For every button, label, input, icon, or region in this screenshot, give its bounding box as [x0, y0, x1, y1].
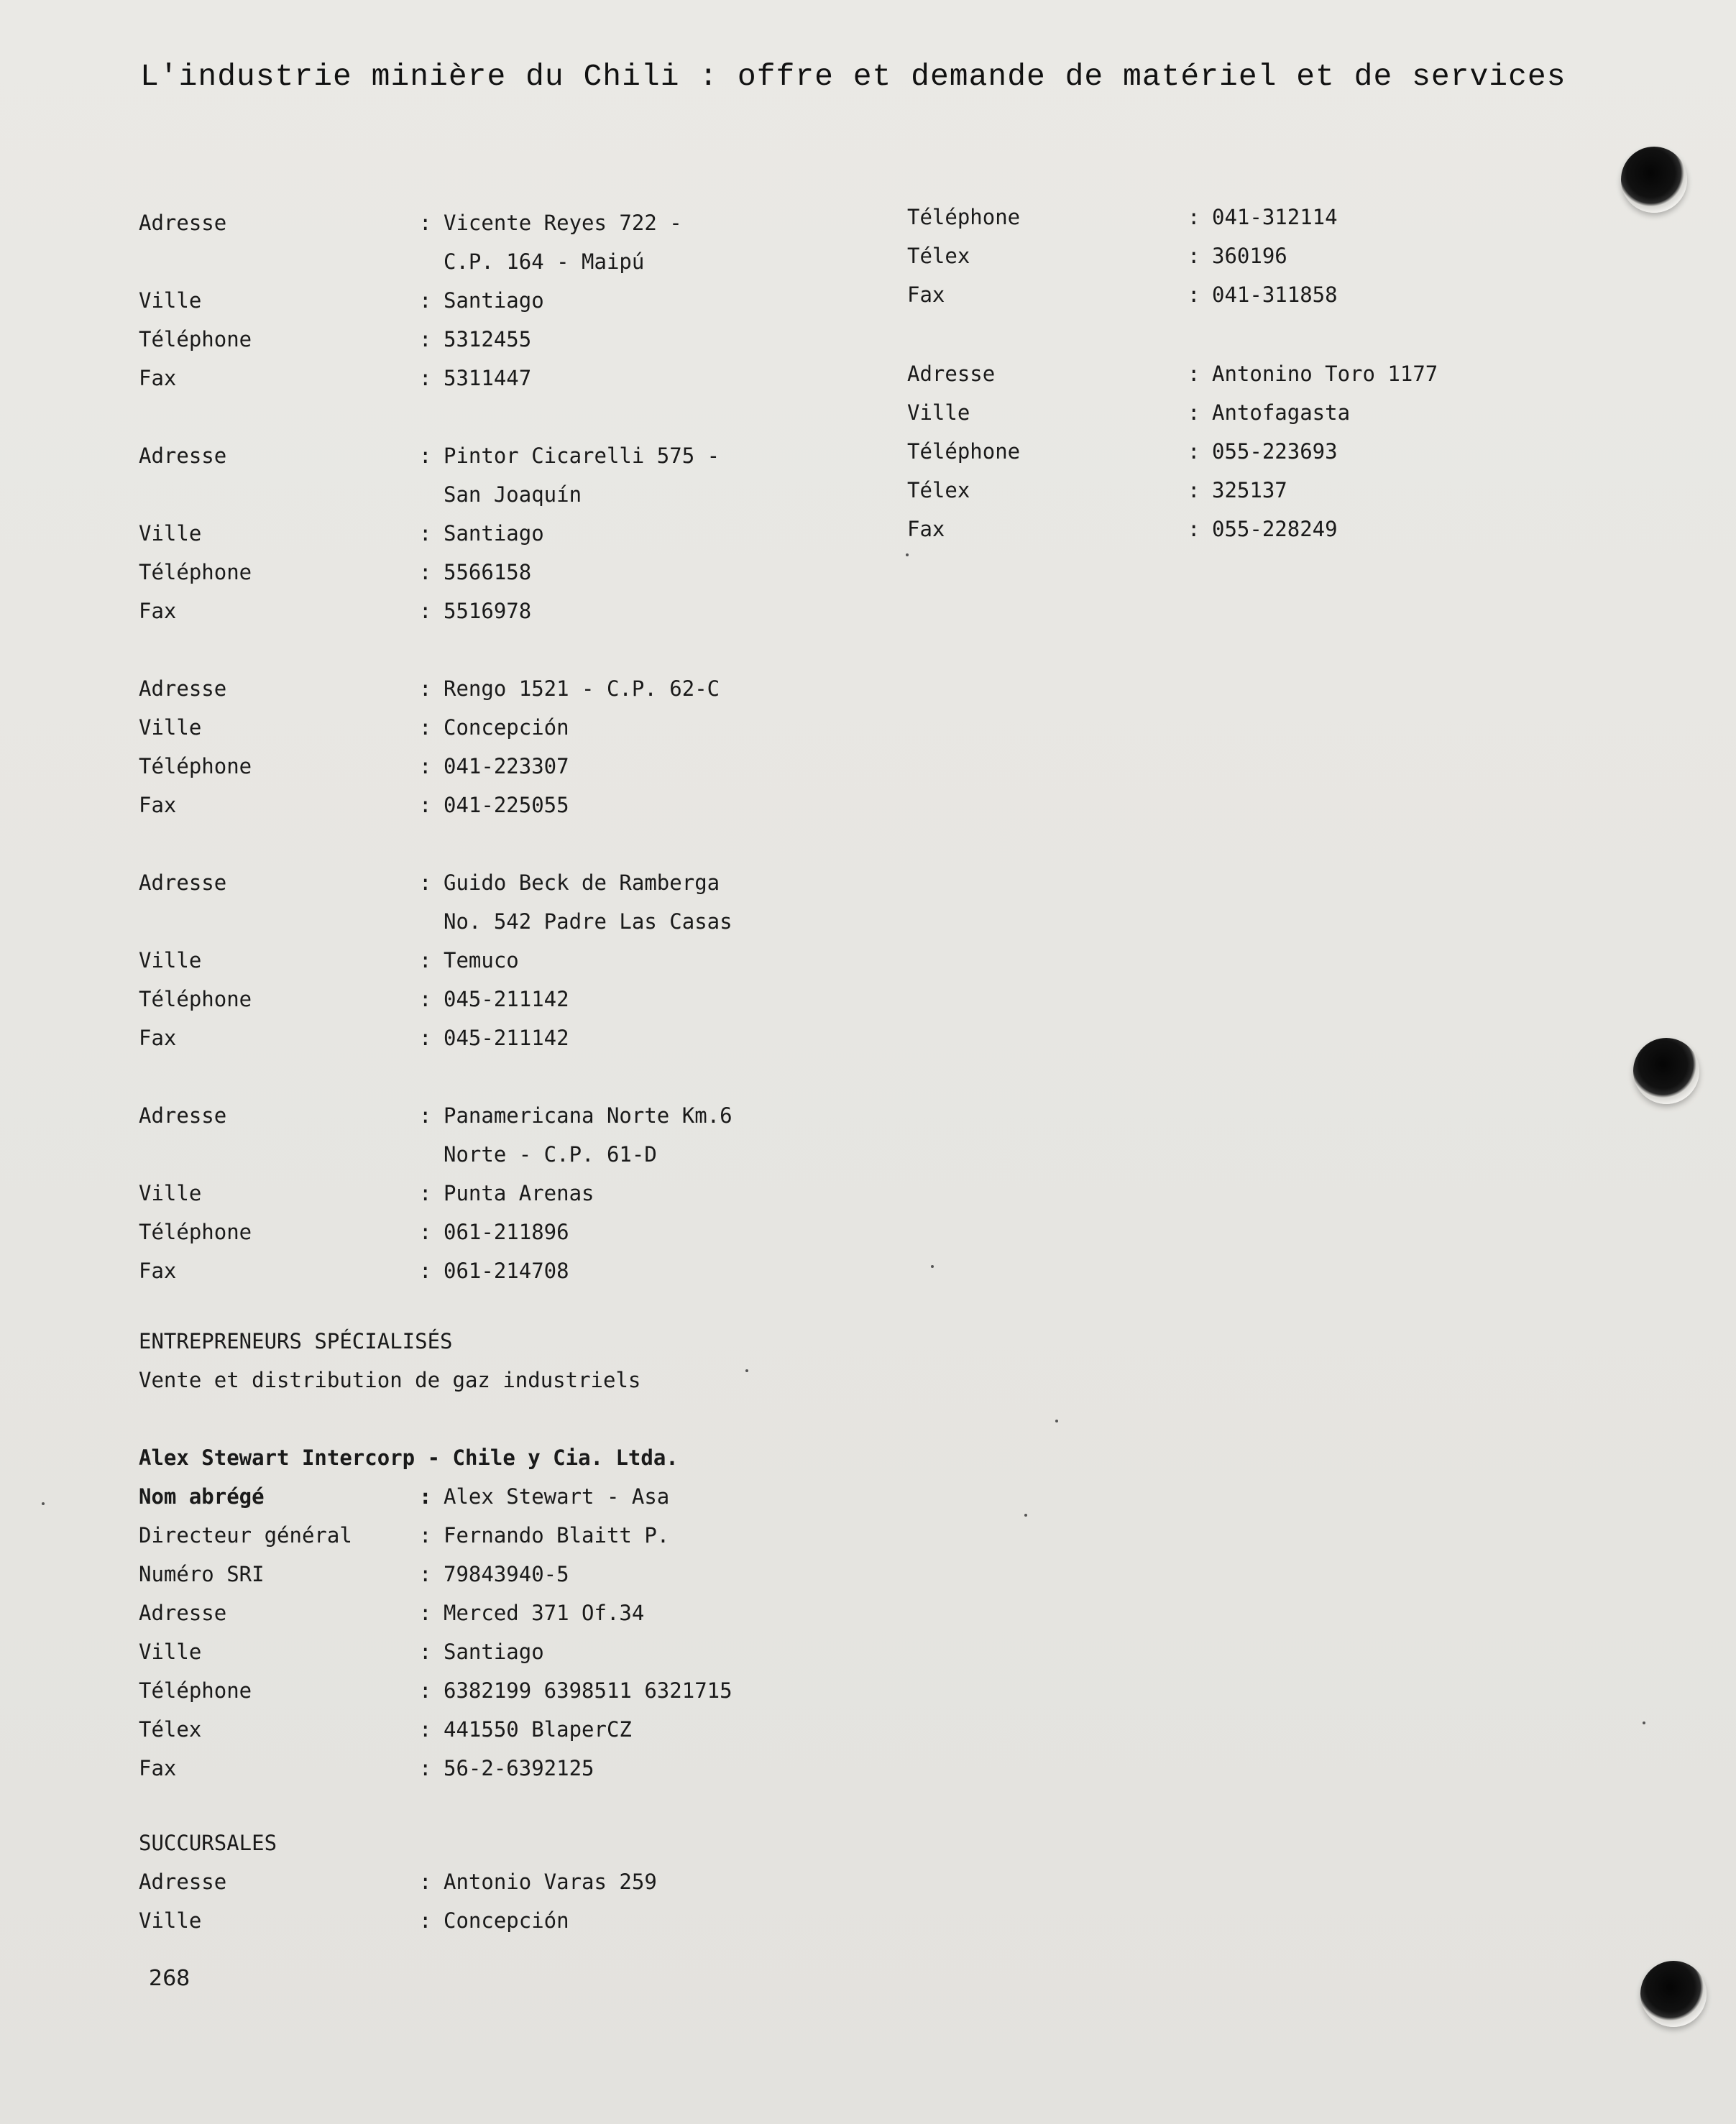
entry-label: Téléphone — [907, 205, 1021, 229]
entry-label: Fax — [139, 1026, 177, 1050]
entry-value: Antonino Toro 1177 — [1212, 362, 1438, 386]
separator: : — [419, 1756, 432, 1780]
separator: : — [419, 987, 432, 1011]
company-name: Alex Stewart Intercorp - Chile y Cia. Ltda. — [139, 1445, 679, 1470]
entry-value: C.P. 164 - Maipú — [444, 249, 645, 274]
entry-row — [907, 275, 1554, 314]
entry-value: 061-211896 — [444, 1220, 569, 1244]
entry-row — [139, 708, 786, 747]
entry-row — [907, 354, 1554, 393]
entry-row — [139, 514, 786, 553]
address-block — [139, 669, 786, 824]
address-block — [139, 203, 786, 397]
entry-label — [139, 902, 419, 941]
separator: : — [419, 1484, 432, 1509]
entry-label: Fax — [907, 282, 945, 307]
separator: : — [1188, 282, 1200, 307]
dust-speck — [1024, 1514, 1027, 1517]
entry-value: 360196 — [1212, 244, 1287, 268]
address-block — [139, 863, 786, 1057]
entry-value: 56-2-6392125 — [444, 1756, 594, 1780]
entry-label: Téléphone — [139, 327, 252, 351]
entry-row — [139, 1632, 786, 1671]
entry-row — [139, 1096, 786, 1135]
separator: : — [419, 1870, 432, 1894]
branches-heading: SUCCURSALES — [139, 1831, 277, 1855]
entry-row — [139, 902, 786, 941]
entry-value: 045-211142 — [444, 987, 569, 1011]
entry-value: 325137 — [1212, 478, 1287, 502]
entry-value: 041-223307 — [444, 754, 569, 778]
entry-value: 055-223693 — [1212, 439, 1338, 464]
separator: : — [419, 1562, 432, 1586]
separator: : — [419, 870, 432, 895]
separator: : — [419, 1259, 432, 1283]
entry-label: Adresse — [139, 676, 227, 701]
entry-row — [139, 475, 786, 514]
entry-row — [139, 592, 786, 630]
entry-row — [139, 980, 786, 1019]
separator: : — [419, 288, 432, 313]
entry-label: Ville — [139, 288, 202, 313]
entry-row — [139, 1901, 786, 1940]
page-number: 268 — [149, 1966, 190, 1991]
entry-row — [139, 1477, 786, 1516]
entry-label: Télex — [139, 1717, 202, 1742]
separator: : — [419, 1103, 432, 1128]
entry-value: Norte - C.P. 61-D — [444, 1142, 657, 1167]
entry-row — [907, 198, 1554, 236]
entry-label: Adresse — [907, 362, 996, 386]
separator: : — [1188, 244, 1200, 268]
entry-row — [139, 1251, 786, 1290]
entry-label: Ville — [139, 521, 202, 546]
entry-label: Ville — [139, 715, 202, 740]
entry-row — [139, 281, 786, 320]
entry-value: Santiago — [444, 521, 544, 546]
separator: : — [419, 948, 432, 973]
entry-row — [139, 1710, 786, 1749]
address-block — [139, 1096, 786, 1290]
entry-label: Téléphone — [139, 560, 252, 584]
entry-label: Téléphone — [139, 1678, 252, 1703]
separator: : — [419, 754, 432, 778]
dust-speck — [42, 1502, 45, 1505]
entry-value: Concepción — [444, 715, 569, 740]
entry-value: Alex Stewart - Asa — [444, 1484, 670, 1509]
entry-value: San Joaquín — [444, 482, 582, 507]
entry-value: Fernando Blaitt P. — [444, 1523, 670, 1548]
entry-value: 045-211142 — [444, 1026, 569, 1050]
entry-label: Adresse — [139, 870, 227, 895]
separator: : — [419, 1908, 432, 1933]
dust-speck — [1055, 1420, 1058, 1422]
entry-value: 5566158 — [444, 560, 532, 584]
separator: : — [419, 327, 432, 351]
entry-label: Fax — [139, 1756, 177, 1780]
entry-row — [139, 359, 786, 397]
entry-row — [907, 432, 1554, 471]
separator: : — [419, 560, 432, 584]
entry-label: Ville — [139, 948, 202, 973]
separator: : — [419, 1523, 432, 1548]
entry-label: Téléphone — [139, 987, 252, 1011]
entry-row — [907, 393, 1554, 432]
entry-row — [139, 1135, 786, 1174]
separator: : — [1188, 362, 1200, 386]
separator: : — [419, 676, 432, 701]
entry-label: Numéro SRI — [139, 1562, 265, 1586]
section-heading: ENTREPRENEURS SPÉCIALISÉS — [139, 1329, 453, 1353]
entry-value: Pintor Cicarelli 575 - — [444, 443, 720, 468]
entry-label: Adresse — [139, 1870, 227, 1894]
page-title: L'industrie minière du Chili : offre et demande de matériel et de services — [140, 59, 1566, 94]
entry-value: 5311447 — [444, 366, 532, 390]
entry-label: Téléphone — [139, 754, 252, 778]
entry-label: Fax — [907, 517, 945, 541]
entry-value: Santiago — [444, 288, 544, 313]
entry-label: Adresse — [139, 1103, 227, 1128]
separator: : — [419, 715, 432, 740]
entry-label: Télex — [907, 244, 970, 268]
entry-row — [139, 1213, 786, 1251]
entry-label: Ville — [139, 1908, 202, 1933]
dust-speck — [906, 553, 909, 556]
entry-row — [139, 1019, 786, 1057]
entry-value: Panamericana Norte Km.6 — [444, 1103, 732, 1128]
entry-value: Merced 371 Of.34 — [444, 1601, 645, 1625]
entry-row — [139, 747, 786, 786]
entry-value: Santiago — [444, 1640, 544, 1664]
entry-row — [139, 1671, 786, 1710]
entry-row — [139, 1555, 786, 1594]
dust-speck — [931, 1265, 934, 1268]
entry-label: Fax — [139, 599, 177, 623]
entry-row — [139, 1174, 786, 1213]
entry-row — [139, 1749, 786, 1788]
punch-hole-icon — [1633, 1038, 1699, 1104]
separator: : — [419, 1601, 432, 1625]
branch-details — [139, 1862, 786, 1940]
entry-label: Adresse — [139, 1601, 227, 1625]
separator: : — [419, 1026, 432, 1050]
section-subheading: Vente et distribution de gaz industriels — [139, 1368, 641, 1392]
punch-hole-icon — [1640, 1961, 1707, 2027]
dust-speck — [1643, 1721, 1645, 1724]
entry-label: Téléphone — [139, 1220, 252, 1244]
separator: : — [419, 366, 432, 390]
separator: : — [419, 599, 432, 623]
right-column — [907, 198, 1554, 548]
entry-label — [139, 242, 419, 281]
entry-row — [139, 669, 786, 708]
company-details — [139, 1477, 786, 1788]
separator: : — [1188, 400, 1200, 425]
dust-speck — [745, 1369, 748, 1372]
punch-hole-icon — [1621, 147, 1687, 213]
entry-row — [139, 203, 786, 242]
entry-value: 6382199 6398511 6321715 — [444, 1678, 732, 1703]
entry-value: Guido Beck de Ramberga — [444, 870, 720, 895]
entry-row — [139, 436, 786, 475]
entry-label — [139, 475, 419, 514]
separator: : — [1188, 517, 1200, 541]
separator: : — [419, 1220, 432, 1244]
entry-label: Téléphone — [907, 439, 1021, 464]
entry-row — [139, 863, 786, 902]
entry-value: 79843940-5 — [444, 1562, 569, 1586]
left-column — [139, 203, 786, 1940]
entry-label: Fax — [139, 1259, 177, 1283]
entry-value: 5516978 — [444, 599, 532, 623]
entry-value: Punta Arenas — [444, 1181, 594, 1205]
entry-value: 5312455 — [444, 327, 532, 351]
entry-row — [907, 510, 1554, 548]
entry-label: Ville — [907, 400, 970, 425]
entry-row — [139, 553, 786, 592]
separator: : — [419, 211, 432, 235]
entry-row — [139, 941, 786, 980]
separator: : — [419, 443, 432, 468]
entry-label: Télex — [907, 478, 970, 502]
entry-label: Fax — [139, 793, 177, 817]
entry-value: Antofagasta — [1212, 400, 1351, 425]
separator: : — [419, 793, 432, 817]
entry-row — [139, 1594, 786, 1632]
entry-value: Antonio Varas 259 — [444, 1870, 657, 1894]
separator: : — [419, 1678, 432, 1703]
entry-label: Adresse — [139, 443, 227, 468]
separator: : — [419, 521, 432, 546]
entry-value: 061-214708 — [444, 1259, 569, 1283]
separator: : — [1188, 205, 1200, 229]
entry-row — [907, 471, 1554, 510]
separator: : — [1188, 478, 1200, 502]
entry-label: Ville — [139, 1640, 202, 1664]
entry-row — [139, 1516, 786, 1555]
entry-value: 041-311858 — [1212, 282, 1338, 307]
entry-value: No. 542 Padre Las Casas — [444, 909, 732, 934]
entry-value: 055-228249 — [1212, 517, 1338, 541]
entry-label: Adresse — [139, 211, 227, 235]
entry-value: Concepción — [444, 1908, 569, 1933]
separator: : — [1188, 439, 1200, 464]
entry-label: Directeur général — [139, 1523, 352, 1548]
contact-block — [907, 198, 1554, 314]
entry-label: Ville — [139, 1181, 202, 1205]
entry-row — [139, 242, 786, 281]
entry-row — [907, 236, 1554, 275]
entry-row — [139, 1862, 786, 1901]
separator: : — [419, 1640, 432, 1664]
entry-label — [139, 1135, 419, 1174]
address-block — [139, 436, 786, 630]
entry-value: 041-312114 — [1212, 205, 1338, 229]
entry-value: Temuco — [444, 948, 519, 973]
entry-row — [139, 320, 786, 359]
separator: : — [419, 1181, 432, 1205]
entry-value: Rengo 1521 - C.P. 62-C — [444, 676, 720, 701]
address-block — [907, 354, 1554, 548]
separator: : — [419, 1717, 432, 1742]
entry-label: Fax — [139, 366, 177, 390]
entry-value: Vicente Reyes 722 - — [444, 211, 682, 235]
entry-label: Nom abrégé — [139, 1484, 265, 1509]
entry-row — [139, 786, 786, 824]
entry-value: 041-225055 — [444, 793, 569, 817]
entry-value: 441550 BlaperCZ — [444, 1717, 632, 1742]
